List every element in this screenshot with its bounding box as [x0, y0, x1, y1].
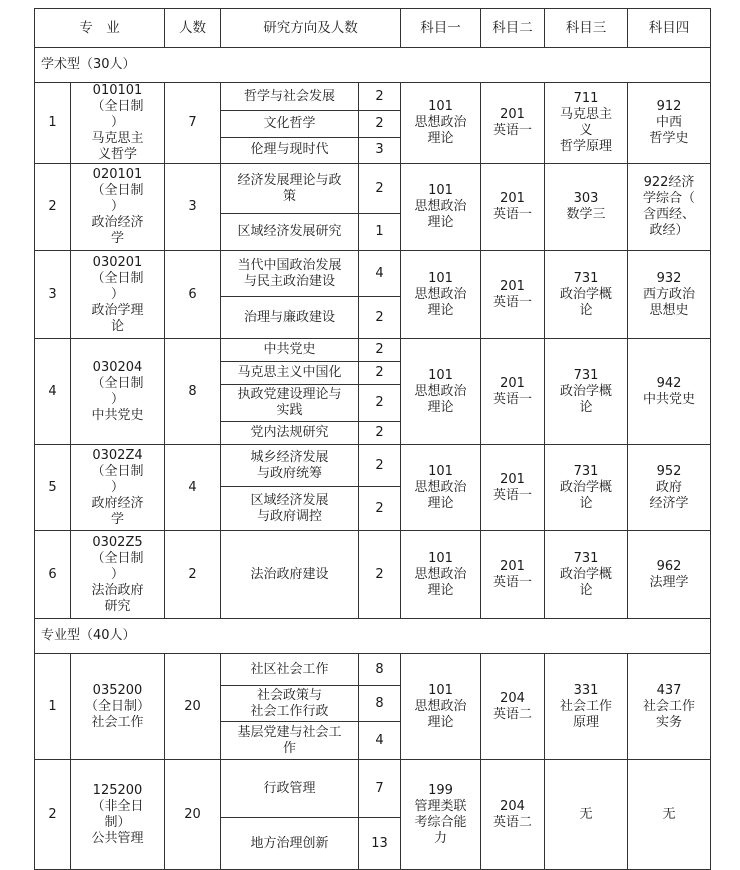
subject-3-cell: 331 社会工作 原理 [545, 654, 628, 760]
direction-name: 中共党史 [221, 339, 359, 362]
direction-count: 8 [359, 686, 401, 722]
direction-name: 区域经济发展研究 [221, 214, 359, 251]
header-subject-1: 科目一 [401, 9, 481, 48]
direction-count: 7 [359, 760, 401, 818]
direction-name: 治理与廉政建设 [221, 297, 359, 339]
subject-3-cell: 731 政治学概 论 [545, 531, 628, 619]
table-row [35, 760, 711, 818]
subject-3-cell: 无 [545, 760, 628, 870]
subject-3-cell: 303 数学三 [545, 164, 628, 251]
subject-1-cell: 101 思想政治 理论 [401, 164, 481, 251]
direction-count: 2 [359, 362, 401, 385]
direction-count: 4 [359, 251, 401, 297]
subject-4-cell: 942 中共党史 [628, 339, 711, 445]
direction-count: 8 [359, 654, 401, 686]
table-row [35, 339, 711, 362]
direction-name: 基层党建与社会工 作 [221, 722, 359, 760]
direction-name: 社会政策与 社会工作行政 [221, 686, 359, 722]
row-number: 3 [35, 251, 71, 339]
subject-2-cell: 204 英语二 [481, 654, 545, 760]
table-row [35, 531, 711, 619]
direction-name: 执政党建设理论与 实践 [221, 385, 359, 422]
count-cell: 8 [165, 339, 221, 445]
subject-3-cell: 731 政治学概 论 [545, 251, 628, 339]
count-cell: 4 [165, 445, 221, 531]
subject-4-cell: 437 社会工作 实务 [628, 654, 711, 760]
major-cell: 0302Z5 （全日制 ） 法治政府 研究 [71, 531, 165, 619]
table-row [35, 251, 711, 297]
direction-count: 2 [359, 422, 401, 445]
direction-name: 当代中国政治发展 与民主政治建设 [221, 251, 359, 297]
header-subject-2: 科目二 [481, 9, 545, 48]
table-row [35, 164, 711, 214]
subject-4-cell: 962 法理学 [628, 531, 711, 619]
table-row [35, 445, 711, 487]
direction-name: 区域经济发展 与政府调控 [221, 487, 359, 531]
subject-1-cell: 101 思想政治 理论 [401, 251, 481, 339]
subject-1-cell: 101 思想政治 理论 [401, 445, 481, 531]
major-cell: 020101 （全日制 ） 政治经济 学 [71, 164, 165, 251]
subject-3-cell: 711 马克思主 义 哲学原理 [545, 83, 628, 164]
header-subject-4: 科目四 [628, 9, 711, 48]
row-number: 4 [35, 339, 71, 445]
section-label: 学术型（30人） [35, 48, 711, 83]
subject-1-cell: 101 思想政治 理论 [401, 654, 481, 760]
major-cell: 125200 （非全日 制） 公共管理 [71, 760, 165, 870]
major-cell: 0302Z4 （全日制 ） 政府经济 学 [71, 445, 165, 531]
header-subject-3: 科目三 [545, 9, 628, 48]
subject-3-cell: 731 政治学概 论 [545, 339, 628, 445]
direction-name: 哲学与社会发展 [221, 83, 359, 111]
row-number: 1 [35, 654, 71, 760]
direction-count: 2 [359, 297, 401, 339]
subject-3-cell: 731 政治学概 论 [545, 445, 628, 531]
direction-name: 伦理与现时代 [221, 137, 359, 163]
count-cell: 2 [165, 531, 221, 619]
major-cell: 035200 （全日制） 社会工作 [71, 654, 165, 760]
direction-name: 党内法规研究 [221, 422, 359, 445]
table-row [35, 654, 711, 686]
direction-count: 4 [359, 722, 401, 760]
subject-1-cell: 199 管理类联 考综合能 力 [401, 760, 481, 870]
direction-name: 城乡经济发展 与政府统筹 [221, 445, 359, 487]
subject-2-cell: 201 英语一 [481, 445, 545, 531]
table-row [35, 83, 711, 111]
row-number: 2 [35, 164, 71, 251]
direction-count: 2 [359, 487, 401, 531]
direction-name: 地方治理创新 [221, 818, 359, 870]
direction-count: 2 [359, 111, 401, 137]
subject-4-cell: 952 政府 经济学 [628, 445, 711, 531]
header-count: 人数 [165, 9, 221, 48]
direction-count: 2 [359, 445, 401, 487]
subject-2-cell: 201 英语一 [481, 339, 545, 445]
count-cell: 20 [165, 654, 221, 760]
enrollment-table [34, 8, 711, 870]
direction-name: 文化哲学 [221, 111, 359, 137]
direction-count: 3 [359, 137, 401, 163]
subject-4-cell: 932 西方政治 思想史 [628, 251, 711, 339]
major-cell: 030204 （全日制 ） 中共党史 [71, 339, 165, 445]
subject-4-cell: 922经济 学综合（ 含西经、 政经） [628, 164, 711, 251]
major-cell: 030201 （全日制 ） 政治学理 论 [71, 251, 165, 339]
direction-name: 社区社会工作 [221, 654, 359, 686]
count-cell: 3 [165, 164, 221, 251]
subject-2-cell: 201 英语一 [481, 83, 545, 164]
subject-2-cell: 201 英语一 [481, 531, 545, 619]
subject-1-cell: 101 思想政治 理论 [401, 83, 481, 164]
header-directions: 研究方向及人数 [221, 9, 401, 48]
direction-count: 2 [359, 83, 401, 111]
count-cell: 7 [165, 83, 221, 164]
major-cell: 010101 （全日制 ） 马克思主 义哲学 [71, 83, 165, 164]
direction-count: 2 [359, 339, 401, 362]
subject-4-cell: 912 中西 哲学史 [628, 83, 711, 164]
count-cell: 20 [165, 760, 221, 870]
section-label: 专业型（40人） [35, 619, 711, 654]
header-row [35, 9, 711, 48]
subject-2-cell: 201 英语一 [481, 251, 545, 339]
subject-1-cell: 101 思想政治 理论 [401, 339, 481, 445]
count-cell: 6 [165, 251, 221, 339]
row-number: 1 [35, 83, 71, 164]
row-number: 5 [35, 445, 71, 531]
row-number: 6 [35, 531, 71, 619]
direction-name: 经济发展理论与政 策 [221, 164, 359, 214]
direction-count: 1 [359, 214, 401, 251]
subject-1-cell: 101 思想政治 理论 [401, 531, 481, 619]
subject-2-cell: 204 英语二 [481, 760, 545, 870]
subject-2-cell: 201 英语一 [481, 164, 545, 251]
direction-name: 法治政府建设 [221, 531, 359, 619]
header-major: 专 业 [35, 9, 165, 48]
row-number: 2 [35, 760, 71, 870]
section-row [35, 48, 711, 83]
direction-count: 2 [359, 531, 401, 619]
direction-count: 2 [359, 164, 401, 214]
section-row [35, 619, 711, 654]
direction-name: 行政管理 [221, 760, 359, 818]
subject-4-cell: 无 [628, 760, 711, 870]
direction-name: 马克思主义中国化 [221, 362, 359, 385]
direction-count: 13 [359, 818, 401, 870]
direction-count: 2 [359, 385, 401, 422]
